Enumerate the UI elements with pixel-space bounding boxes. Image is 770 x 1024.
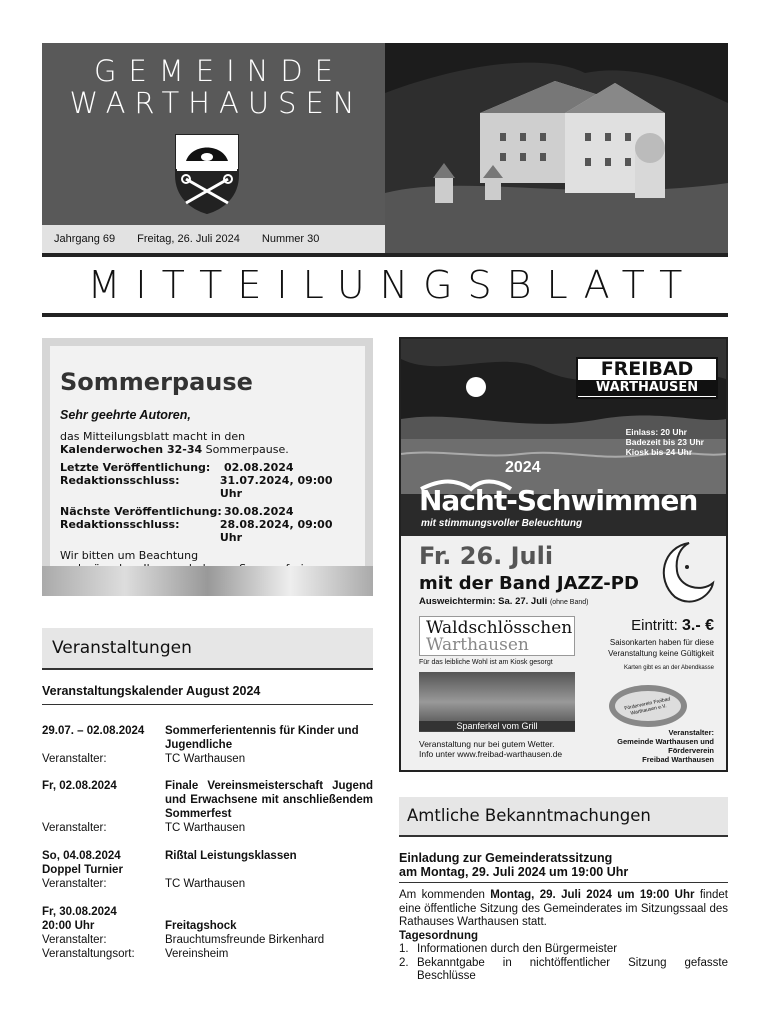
einlass-line: Einlass: 20 Uhr (625, 427, 687, 437)
ad-subline: mit stimmungsvoller Beleuchtung (421, 518, 583, 529)
event-title: Finale Vereinsmeisterschaft Jugend und Erwachsene mit anschließendem Sommerfest (165, 780, 373, 820)
season-ticket-note (608, 637, 714, 659)
einladung-title (399, 851, 728, 879)
opening-times (626, 427, 704, 457)
info-url: Info unter www.freibad-warthausen.de (419, 749, 563, 759)
ausweichtermin (419, 596, 588, 607)
date-label: Nächste Veröffentlichung: (60, 505, 222, 518)
intro-weeks: Kalenderwochen 32-34 (60, 443, 203, 456)
masthead-rule-top (42, 253, 728, 257)
section-heading-text: Amtliche Bekanntmachungen (407, 806, 651, 825)
event-organizer: TC Warthausen (165, 822, 246, 834)
jahrgang: Jahrgang 69 (54, 233, 116, 245)
event-date: Fr, 30.08.2024 (42, 906, 117, 918)
event-time: 20:00 Uhr (42, 920, 95, 932)
closing-line-1: Wir bitten um Beachtung (60, 549, 199, 562)
event-organizer: TC Warthausen (165, 878, 246, 890)
event-organizer: Brauchtumsfreunde Birkenhard (165, 934, 325, 946)
event-date: 29.07. – 02.08.2024 (42, 725, 145, 737)
catering-note: Für das leibliche Wohl ist am Kiosk gesorgt (419, 659, 553, 666)
weather-line: Veranstaltung nur bei gutem Wetter. (419, 739, 555, 749)
freibad-logo-line-1: FREIBAD (600, 358, 694, 380)
sommerpause-greeting: Sehr geehrte Autoren, (60, 408, 191, 422)
einladung-line-2: am Montag, 29. Juli 2024 um 19:00 Uhr (399, 865, 629, 879)
event-entry (42, 849, 373, 891)
ad-band: mit der Band JAZZ-PD (419, 573, 639, 594)
section-rule (399, 835, 728, 837)
section-heading-text: Veranstaltungen (52, 638, 192, 658)
ad-date: Fr. 26. Juli (419, 542, 554, 570)
admission-price: 3.- € (681, 617, 714, 634)
event-entry (42, 905, 373, 961)
event-label: Veranstaltungsort: (42, 948, 135, 960)
coat-of-arms-icon (172, 131, 242, 215)
agenda-item (399, 943, 728, 957)
date-value: 02.08.2024 (224, 461, 294, 474)
issue-info-bar (42, 225, 385, 253)
night-pool-photo (401, 339, 726, 536)
wald-line-2: Warthausen (426, 635, 529, 655)
organizer-line: Förderverein (668, 746, 714, 755)
einladung-body (399, 889, 728, 984)
einladung-rule (399, 882, 728, 883)
event-label: Veranstalter: (42, 934, 107, 946)
organizer-line: Gemeinde Warthausen und (617, 737, 714, 746)
event-date: So, 04.08.2024 (42, 850, 121, 862)
masthead-line-2: WARTHAUSEN (69, 86, 364, 120)
publication-title: MITTEILUNGSBLATT (87, 263, 698, 307)
ad-headline: Nacht-Schwimmen (419, 484, 698, 517)
agenda-text: Informationen durch den Bürgermeister (417, 943, 618, 955)
date-label: Redaktionsschluss: (60, 474, 180, 487)
ad-year: 2024 (505, 459, 541, 476)
decorative-flower-strip (42, 566, 373, 596)
date-value: 28.08.2024, 09:00 Uhr (219, 518, 333, 544)
weather-note (419, 739, 562, 759)
organizer-line: Veranstalter: (668, 728, 714, 737)
event-label: Veranstalter: (42, 878, 107, 890)
castle-photo (385, 43, 728, 253)
body-text: Am kommenden (399, 889, 491, 901)
dates-table (60, 461, 355, 544)
kalender-rule (42, 704, 373, 705)
intro-rest: Sommerpause. (202, 443, 289, 456)
ticket-note: Karten gibt es an der Abendkasse (623, 665, 714, 671)
issue-date: Freitag, 26. Juli 2024 (137, 233, 240, 245)
section-heading-amtliche-bekanntmachungen (399, 797, 728, 835)
agenda-number: 2. (399, 956, 409, 969)
date-label: Redaktionsschluss: (60, 518, 180, 531)
sommerpause-notice (42, 338, 373, 596)
lifebuoy-text: Förderverein Freibad Warthausen e.V. (623, 696, 671, 717)
event-date: Fr, 02.08.2024 (42, 780, 117, 792)
date-value: 30.08.2024 (224, 505, 294, 518)
ad-organizer (617, 728, 714, 764)
agenda-item (399, 957, 728, 984)
nachtschwimmen-advert (399, 337, 728, 772)
intro-line-1: das Mitteilungsblatt macht in den (60, 430, 246, 443)
agenda-number: 1. (399, 943, 409, 955)
saison-line: Veranstaltung keine Gültigkeit (608, 649, 714, 658)
issue-number: Nummer 30 (261, 233, 320, 245)
einlass-line: Badezeit bis 23 Uhr (625, 437, 704, 447)
event-label: Veranstalter: (42, 753, 107, 765)
date-value: 31.07.2024, 09:00 Uhr (219, 474, 333, 500)
event-location: Vereinsheim (165, 948, 229, 960)
freibad-logo-line-2: WARTHAUSEN (578, 380, 716, 396)
event-subtitle: Doppel Turnier (42, 864, 123, 876)
section-heading-veranstaltungen (42, 628, 373, 668)
event-organizer: TC Warthausen (165, 753, 246, 765)
masthead-line-1: GEMEINDE (93, 54, 346, 88)
einlass-line: Kiosk bis 24 Uhr (625, 447, 693, 457)
organizer-line: Freibad Warthausen (642, 755, 714, 764)
event-entry (42, 724, 373, 766)
moon-icon (649, 539, 717, 605)
wald-line-1: Waldschlösschen (426, 618, 573, 638)
masthead-title-block (42, 43, 385, 253)
freibad-logo (576, 357, 718, 399)
admission (631, 617, 714, 635)
agenda-list (399, 943, 728, 984)
waldschloesschen-logo (419, 616, 575, 656)
body-text: findet eine öffentliche Sitzung des Gemeinderates im Sitzungssaal des Rathauses Warthausen statt. (399, 889, 728, 928)
agenda-title: Tagesordnung (399, 929, 479, 942)
sommerpause-intro (60, 430, 355, 456)
event-entry (42, 779, 373, 835)
body-date: Montag, 29. Juli 2024 um 19:00 Uhr (490, 889, 695, 901)
einladung-line-1: Einladung zur Gemeinderatssitzung (399, 851, 613, 865)
masthead-rule-bottom (42, 313, 728, 317)
saison-line: Saisonkarten haben für diese (609, 638, 714, 647)
agenda-text: Bekanntgabe in nichtöffentlicher Sitzung gefasste Beschlüsse (417, 956, 728, 982)
section-rule (42, 668, 373, 670)
date-label: Letzte Veröffentlichung: (60, 461, 211, 474)
admission-label: Eintritt: (631, 617, 678, 634)
ausweich-text: Ausweichtermin: Sa. 27. Juli (419, 596, 548, 607)
event-title: Rißtal Leistungsklassen (165, 850, 297, 862)
sommerpause-title: Sommerpause (60, 368, 253, 396)
event-title: Sommerferientennis für Kinder und Jugendliche (165, 725, 359, 751)
grill-caption: Spanferkel vom Grill (419, 721, 575, 731)
event-title: Freitagshock (165, 920, 237, 932)
ausweich-note: (ohne Band) (549, 599, 589, 606)
event-label: Veranstalter: (42, 822, 107, 834)
lifebuoy-logo (609, 685, 687, 727)
kalender-title: Veranstaltungskalender August 2024 (42, 684, 261, 698)
